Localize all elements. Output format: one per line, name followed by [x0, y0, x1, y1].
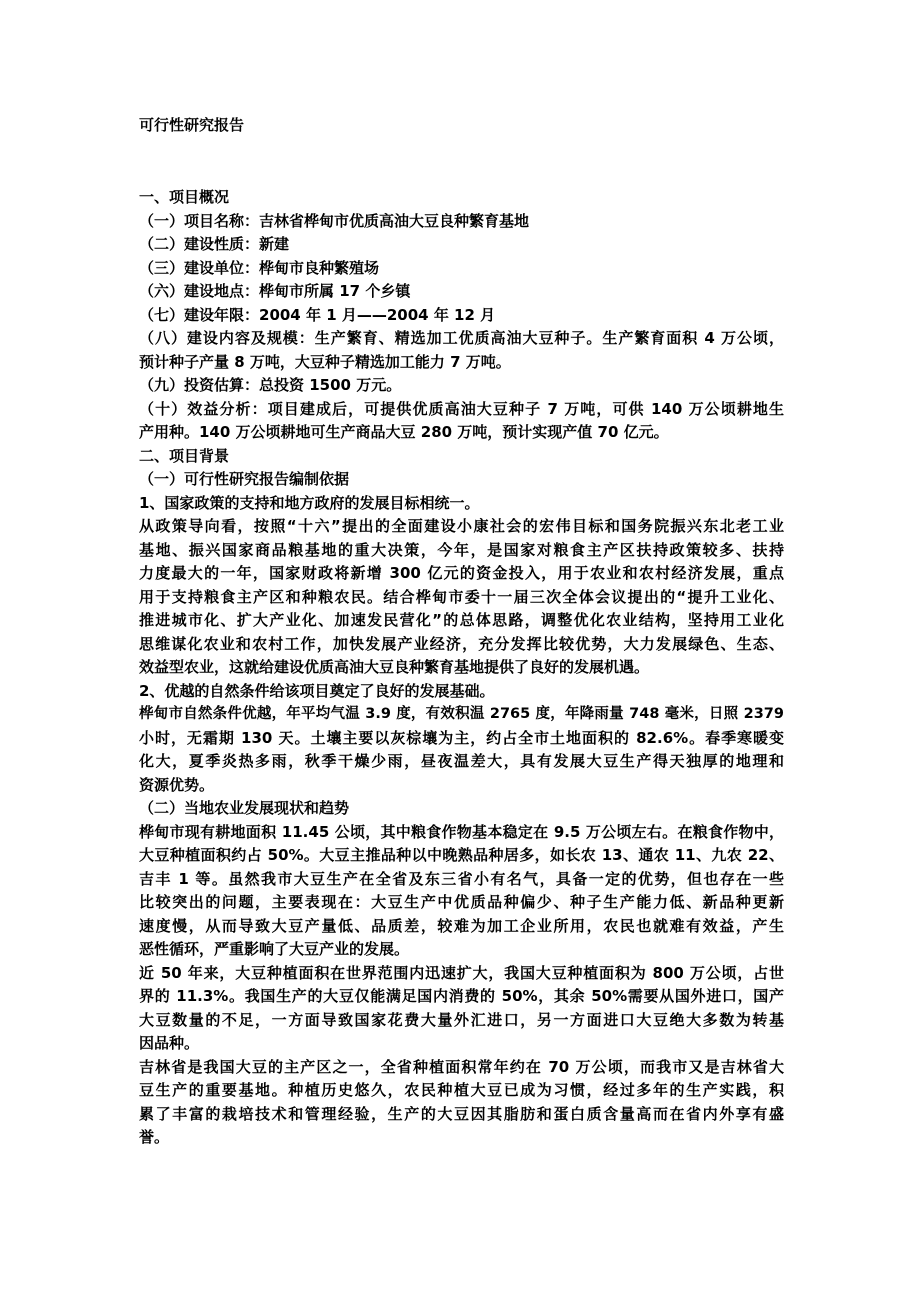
text-line: 一、项目概况: [139, 188, 230, 206]
text-line: （九）投资估算：总投资 1500 万元。: [139, 376, 402, 394]
text-line: 比较突出的问题，主要表现在：大豆生产中优质品种偏少、种子生产能力低、新品种更新: [139, 893, 784, 911]
text-line: 近 50 年来，大豆种植面积在世界范围内迅速扩大，我国大豆种植面积为 800 万公顷，占世: [139, 963, 784, 982]
document-body: [139, 186, 784, 1150]
text-line: （六）建设地点：桦甸市所属 17 个乡镇: [139, 282, 411, 300]
text-line: 桦甸市自然条件优越，年平均气温 3.9 度，有效积温 2765 度，年降雨量 748 毫米，日照 2379: [139, 706, 784, 722]
text-line: 豆生产的重要基地。种植历史悠久，农民种植大豆已成为习惯，经过多年的生产实践，积: [139, 1081, 784, 1099]
text-line: 界的 11.3%。我国生产的大豆仅能满足国内消费的 50%，其余 50%需要从国外进口，国产: [139, 987, 784, 1005]
text-line: 小时，无霜期 130 天。土壤主要以灰棕壤为主，约占全市土地面积的 82.6%。春季寒暖变: [139, 728, 784, 747]
text-line: （一）项目名称：吉林省桦甸市优质高油大豆良种繁育基地: [139, 211, 530, 230]
text-line: 推进城市化、扩大产业化、加速发民营化”的总体思路，调整优化农业结构，坚持用工业化: [139, 611, 784, 629]
text-line: 大豆数量的不足，一方面导致国家花费大量外汇进口，另一方面进口大豆绝大多数为转基: [139, 1010, 784, 1029]
text-line: 誉。: [139, 1128, 170, 1146]
text-line: 思维谋化农业和农村工作，加快发展产业经济，充分发挥比较优势，大力发展绿色、生态、: [139, 634, 784, 653]
text-line: 累了丰富的栽培技术和管理经验，生产的大豆因其脂肪和蛋白质含量高而在省内外享有盛: [139, 1104, 784, 1123]
text-line: （七）建设年限：2004 年 1 月——2004 年 12 月: [139, 305, 496, 324]
text-line: 预计种子产量 8 万吨，大豆种子精选加工能力 7 万吨。: [139, 352, 511, 371]
text-line: （二）建设性质：新建: [139, 235, 290, 253]
text-line: 基地、振兴国家商品粮基地的重大决策，今年，是国家对粮食主产区扶持政策较多、扶持: [139, 540, 784, 559]
text-line: 力度最大的一年，国家财政将新增 300 亿元的资金投入，用于农业和农村经济发展，重点: [139, 564, 784, 582]
text-line: （八）建设内容及规模：生产繁育、精选加工优质高油大豆种子。生产繁育面积 4 万公顷，: [139, 329, 784, 347]
text-line: 效益型农业，这就给建设优质高油大豆良种繁育基地提供了良好的发展机遇。: [139, 658, 650, 676]
text-line: （三）建设单位：桦甸市良种繁殖场: [139, 258, 380, 277]
text-line: （二）当地农业发展现状和趋势: [139, 799, 350, 817]
text-line: 吉林省是我国大豆的主产区之一，全省种植面积常年约在 70 万公顷，而我市又是吉林省大: [139, 1057, 784, 1076]
text-line: （一）可行性研究报告编制依据: [139, 470, 350, 488]
text-line: 速度慢，从而导致大豆产量低、品质差，较难为加工企业所用，农民也就难有效益，产生: [139, 916, 784, 935]
document-title: 可行性研究报告: [139, 116, 245, 134]
text-line: 恶性循环，严重影响了大豆产业的发展。: [139, 940, 410, 958]
text-line: 用于支持粮食主产区和种粮农民。结合桦甸市委十一届三次全体会议提出的“提升工业化、: [139, 587, 784, 606]
text-line: 产用种。140 万公顷耕地可生产商品大豆 280 万吨，预计实现产值 70 亿元。: [139, 423, 669, 441]
text-line: 资源优势。: [139, 775, 215, 794]
text-line: 因品种。: [139, 1034, 200, 1052]
text-line: 二、项目背景: [139, 446, 230, 465]
text-line: （十）效益分析：项目建成后，可提供优质高油大豆种子 7 万吨，可供 140 万公顷耕地生: [139, 399, 784, 418]
text-line: 吉丰 1 等。虽然我市大豆生产在全省及东三省小有名气，具备一定的优势，但也存在一些: [139, 869, 784, 888]
text-line: 桦甸市现有耕地面积 11.45 公顷，其中粮食作物基本稳定在 9.5 万公顷左右。在粮食作物中，: [139, 822, 784, 841]
text-line: 1、国家政策的支持和地方政府的发展目标相统一。: [139, 493, 480, 512]
text-line: 大豆种植面积约占 50%。大豆主推品种以中晚熟品种居多，如长农 13、通农 11、九农 22、: [139, 846, 784, 864]
text-line: 2、优越的自然条件给该项目奠定了良好的发展基础。: [139, 681, 495, 700]
text-line: 从政策导向看，按照“十六”提出的全面建设小康社会的宏伟目标和国务院振兴东北老工业: [139, 517, 784, 535]
text-line: 化大，夏季炎热多雨，秋季干燥少雨，昼夜温差大，具有发展大豆生产得天独厚的地理和: [139, 752, 784, 770]
